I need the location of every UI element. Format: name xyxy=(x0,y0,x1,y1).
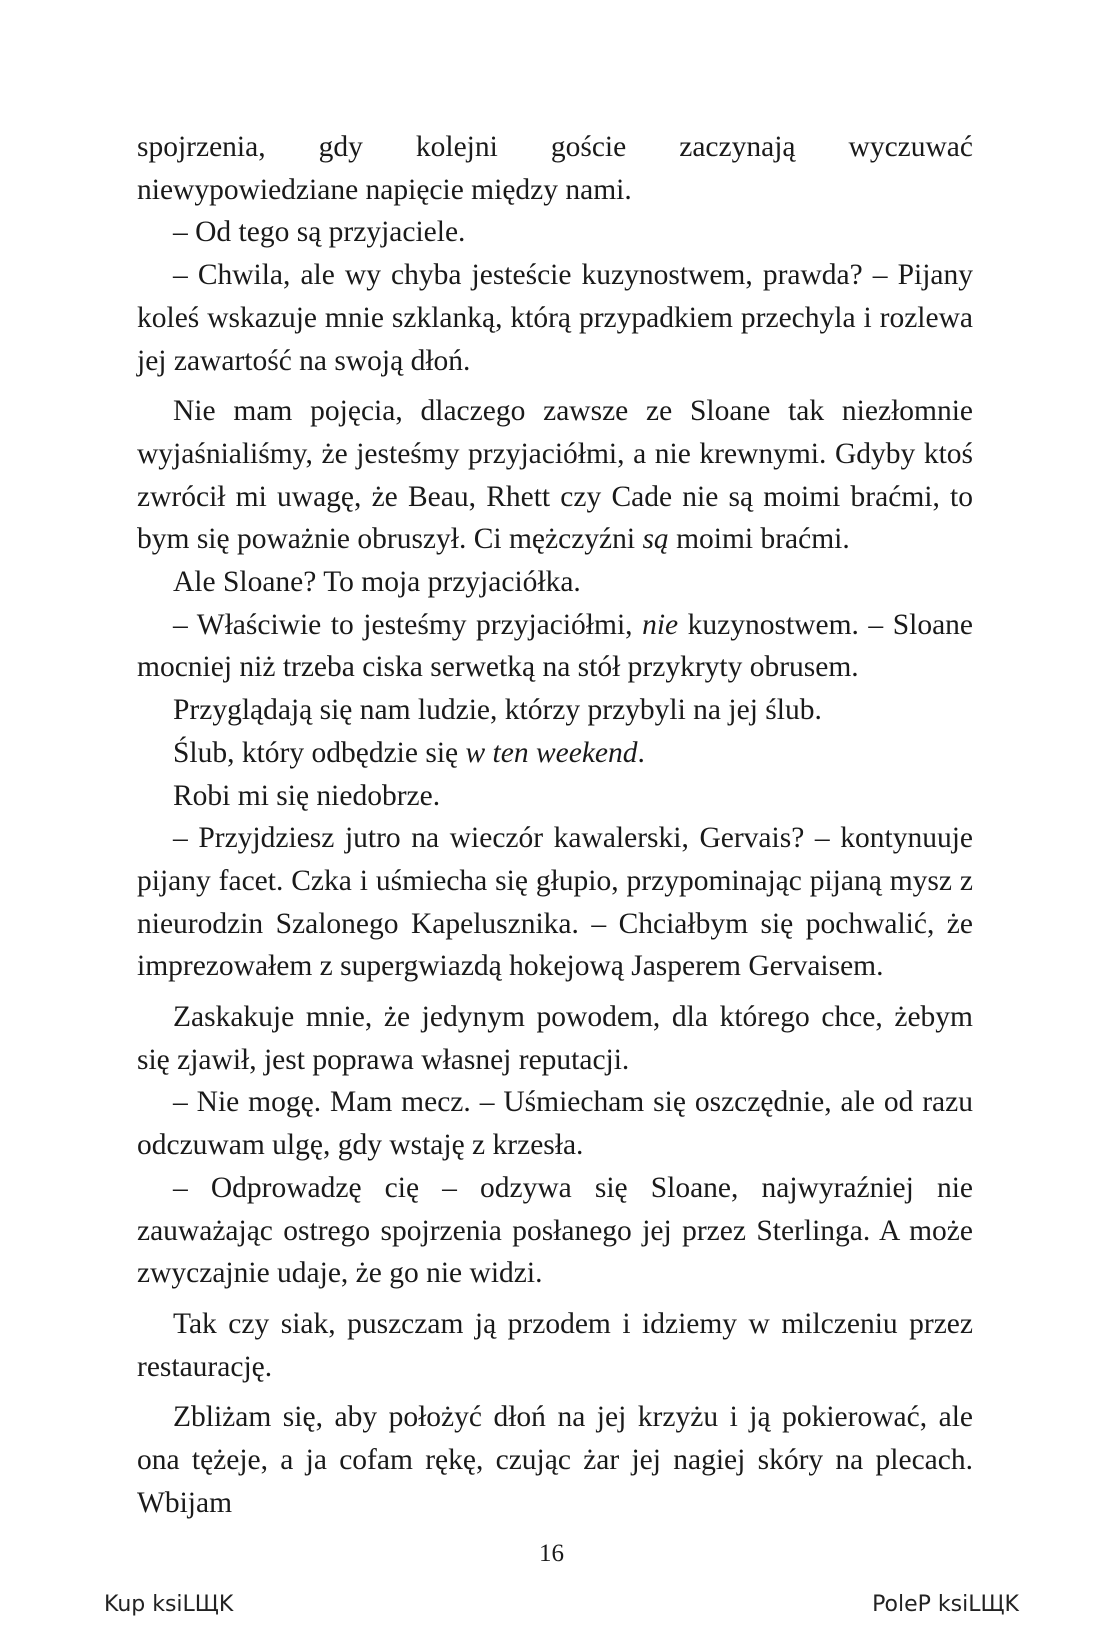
text-segment: kuzynostwem. – Sloane mocniej niż trzeba ciska serwetką na stół przykryty obrusem. xyxy=(137,608,974,684)
paragraph xyxy=(137,996,973,1081)
paragraph xyxy=(137,254,973,382)
paragraph xyxy=(137,390,973,561)
book-page-text xyxy=(137,126,973,1525)
paragraph xyxy=(137,689,973,732)
text-segment: Robi mi się niedobrze. xyxy=(173,779,441,812)
text-segment: Zbliżam się, aby położyć dłoń na jej krzyżu i ją pokierować, ale ona tężeje, a ja cofam rękę, czując żar jej nagiej skóry na plecach. Wbijam xyxy=(137,1401,973,1519)
text-segment: Przyglądają się nam ludzie, którzy przybyli na jej ślub. xyxy=(173,694,822,727)
text-segment: . xyxy=(637,736,645,769)
paragraph xyxy=(137,604,973,689)
text-segment: Ale Sloane? To moja przyjaciółka. xyxy=(173,566,581,599)
italic-text: nie xyxy=(642,608,679,641)
text-segment: Tak czy siak, puszczam ją przodem i idziemy w milczeniu przez restaurację. xyxy=(137,1307,973,1383)
page-number: 16 xyxy=(539,1540,564,1567)
paragraph xyxy=(137,817,973,988)
paragraph xyxy=(137,211,973,254)
text-segment: – Przyjdziesz jutro na wieczór kawalerski, Gervais? – kontynuuje pijany facet. Czka i uśmiecha się głupio, przypominając pijaną mysz z nieurodzin Szalonego Kapelusznika. – Chciałbym się pochwalić, że imprezowałem z supergwiazdą hokejową Jasperem Gervaisem. xyxy=(137,822,973,983)
text-segment: Zaskakuje mnie, że jedynym powodem, dla którego chce, żebym się zjawił, jest poprawa własnej reputacji. xyxy=(137,1001,973,1076)
footer-recommend-book-link[interactable]: PoleP ksiLЩK xyxy=(872,1592,1019,1617)
paragraph xyxy=(137,1303,973,1388)
text-segment: – Nie mogę. Mam mecz. – Uśmiecham się oszczędnie, ale od razu odczuwam ulgę, gdy wstaję z krzesła. xyxy=(137,1086,973,1162)
text-segment: – Właściwie to jesteśmy przyjaciółmi, xyxy=(173,608,643,641)
italic-text: w ten weekend xyxy=(465,736,638,769)
paragraph xyxy=(137,775,973,818)
footer-buy-book-link[interactable]: Kup ksiLЩK xyxy=(104,1592,234,1617)
paragraph xyxy=(137,126,973,211)
paragraph xyxy=(137,1167,973,1295)
paragraph xyxy=(137,732,973,775)
text-segment: Ślub, który odbędzie się xyxy=(173,736,466,769)
text-segment: Nie mam pojęcia, dlaczego zawsze ze Sloane tak niezłomnie wyjaśnialiśmy, że jesteśmy przyjaciółmi, a nie krewnymi. Gdyby ktoś zwrócił mi uwagę, że Beau, Rhett czy Cade nie są moimi braćmi, to bym się poważnie obruszył. Ci mężczyźni xyxy=(137,395,973,556)
text-segment: – Od tego są przyjaciele. xyxy=(173,216,466,249)
paragraph xyxy=(137,1081,973,1166)
text-segment: moimi braćmi. xyxy=(668,523,850,556)
paragraph xyxy=(137,561,973,604)
text-segment: – Odprowadzę cię – odzywa się Sloane, najwyraźniej nie zauważając ostrego spojrzenia posłanego jej przez Sterlinga. A może zwyczajnie udaje, że go nie widzi. xyxy=(137,1171,973,1290)
text-segment: – Chwila, ale wy chyba jesteście kuzynostwem, prawda? – Pijany koleś wskazuje mnie szklanką, którą przypadkiem przechyla i rozlewa jej zawartość na swoją dłoń. xyxy=(137,259,973,377)
paragraph xyxy=(137,1396,973,1524)
italic-text: są xyxy=(642,523,669,556)
text-segment: spojrzenia, gdy kolejni goście zaczynają wyczuwać niewypowiedziane napięcie między nami. xyxy=(137,131,973,206)
